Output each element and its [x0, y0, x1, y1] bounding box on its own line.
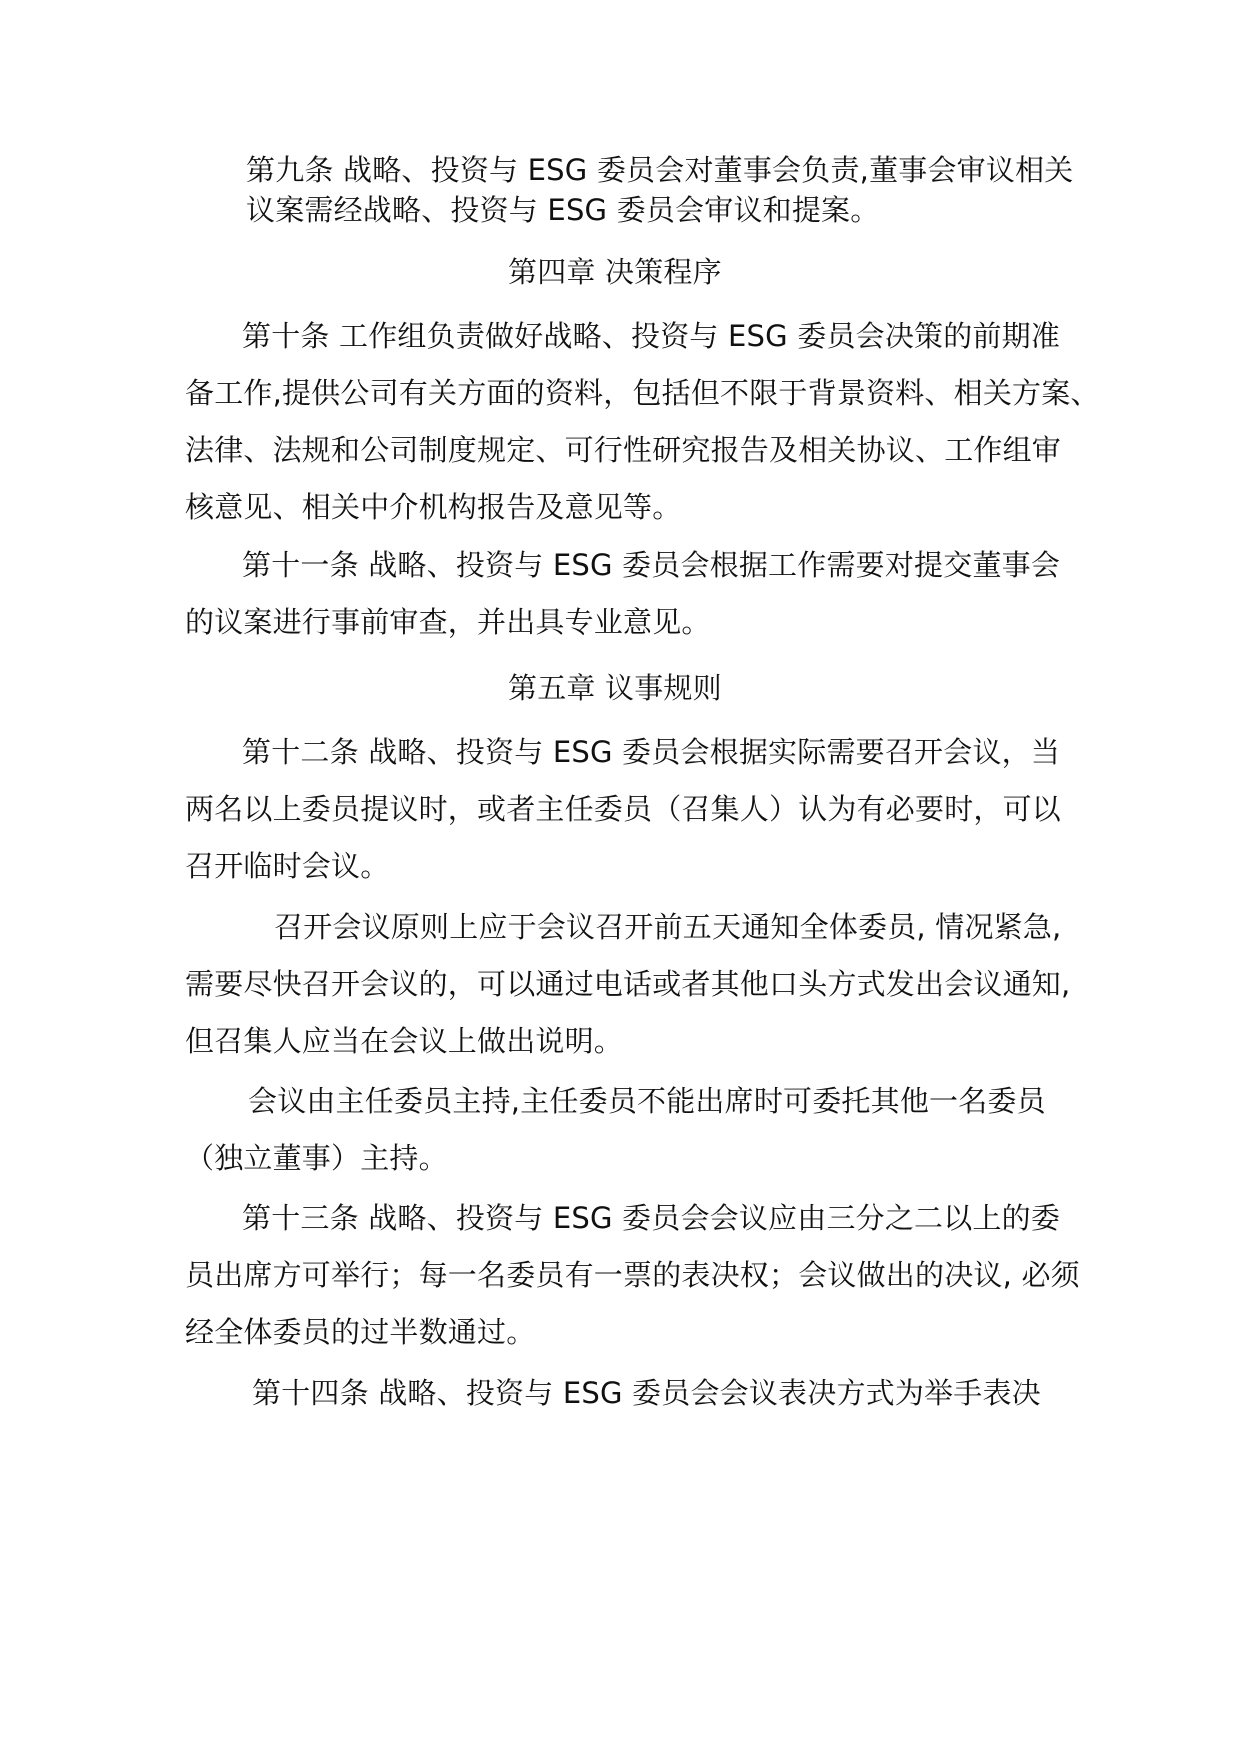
- article-10-line-3: 法律、法规和公司制度规定、可行性研究报告及相关协议、工作组审: [185, 433, 1062, 467]
- article-12-p2-line-3: 但召集人应当在会议上做出说明。: [185, 1024, 624, 1058]
- article-12-line-2: 两名以上委员提议时，或者主任委员（召集人）认为有必要时，可以: [185, 792, 1062, 826]
- article-12-p3-line-1: 会议由主任委员主持,主任委员不能出席时可委托其他一名委员: [248, 1084, 1046, 1118]
- chapter-4-title: 第四章 决策程序: [508, 255, 722, 289]
- article-12-p2-line-1: 召开会议原则上应于会议召开前五天通知全体委员, 情况紧急,: [274, 910, 1062, 944]
- article-10-line-4: 核意见、相关中介机构报告及意见等。: [185, 490, 682, 524]
- article-9-line-1: 第九条 战略、投资与 ESG 委员会对董事会负责,董事会审议相关: [246, 153, 1074, 187]
- article-11-line-2: 的议案进行事前审查，并出具专业意见。: [185, 605, 711, 639]
- article-13-line-2: 员出席方可举行；每一名委员有一票的表决权；会议做出的决议, 必须: [185, 1258, 1080, 1292]
- chapter-5-title: 第五章 议事规则: [508, 671, 722, 705]
- article-12-line-1: 第十二条 战略、投资与 ESG 委员会根据实际需要召开会议，当: [242, 735, 1061, 769]
- article-14-line-1: 第十四条 战略、投资与 ESG 委员会会议表决方式为举手表决: [252, 1376, 1041, 1410]
- article-9-line-2: 议案需经战略、投资与 ESG 委员会审议和提案。: [246, 193, 880, 227]
- article-12-p2-line-2: 需要尽快召开会议的，可以通过电话或者其他口头方式发出会议通知,: [185, 967, 1071, 1001]
- article-12-p3-line-2: （独立董事）主持。: [185, 1141, 448, 1175]
- article-11-line-1: 第十一条 战略、投资与 ESG 委员会根据工作需要对提交董事会: [242, 548, 1061, 582]
- article-13-line-1: 第十三条 战略、投资与 ESG 委员会会议应由三分之二以上的委: [242, 1201, 1061, 1235]
- article-13-line-3: 经全体委员的过半数通过。: [185, 1315, 536, 1349]
- article-10-line-2: 备工作,提供公司有关方面的资料，包括但不限于背景资料、相关方案、: [185, 376, 1100, 410]
- article-10-line-1: 第十条 工作组负责做好战略、投资与 ESG 委员会决策的前期准: [242, 319, 1061, 353]
- article-12-line-3: 召开临时会议。: [185, 849, 390, 883]
